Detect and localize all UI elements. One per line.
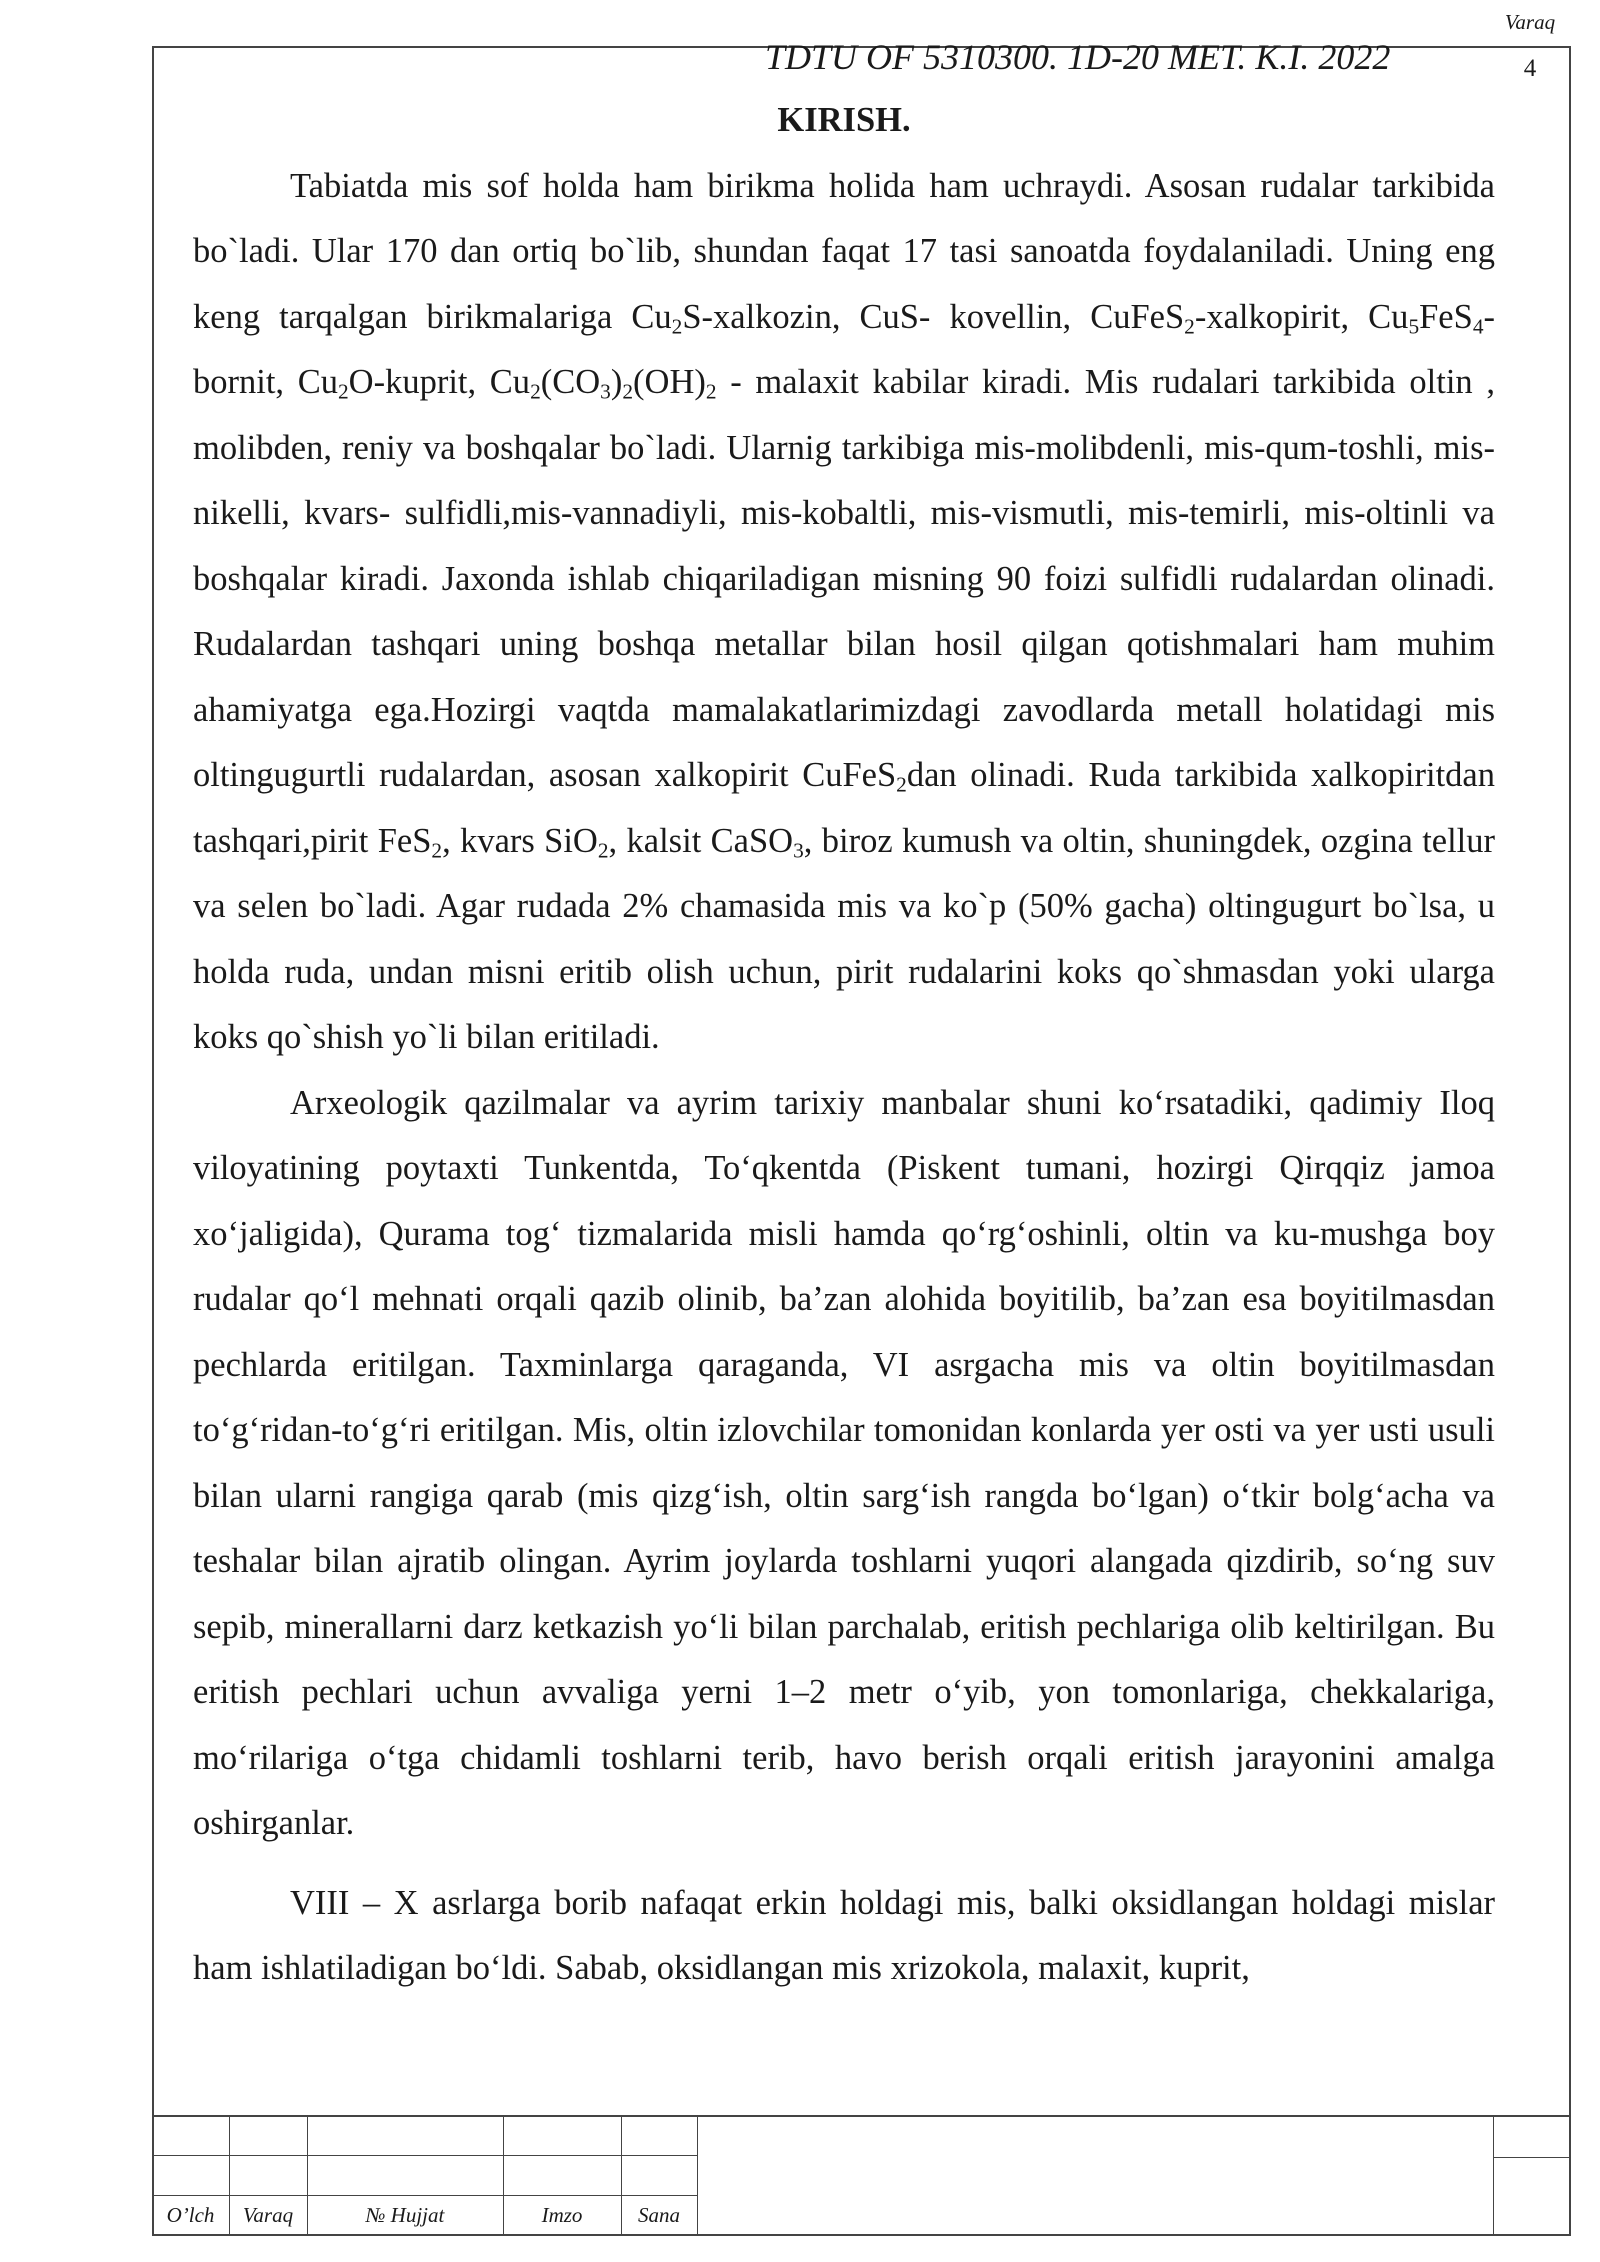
stamp-row-line (152, 2155, 697, 2156)
stamp-label-imzo: Imzo (541, 2203, 583, 2227)
title-block-stamp (152, 2115, 1571, 2236)
paragraph-1: Tabiatda mis sof holda ham birikma holida ham uchraydi. Asosan rudalar tarkibida bo`ladi. Ular 170 dan ortiq bo`lib, shundan faqat 17 tasi sanoatda foydalaniladi. Uning eng keng tarqalgan birikmalariga $Cu_2S$-xalkozin, CuS- kovellin, CuFeS$_2$-xalkopirit, $Cu_5FeS_4$-bornit, $Cu_2O$-kuprit, $Cu_2(CO_3)_2(OH)_2$ - malaxit kabilar kiradi. Mis rudalari tarkibida oltin , molibden, reniy va boshqalar bo`ladi. Ularnig tarkibiga mis-molibdenli, mis-qum-toshli, mis-nikelli, kvars- sulfidli,mis-vannadiyli, mis-kobaltli, mis-vismutli, mis-temirli, mis-oltinli va boshqalar kiradi. Jaxonda ishlab chiqariladigan misning 90 foizi sulfidli rudalardan olinadi. Rudalardan tashqari uning boshqa metallar bilan hosil qilgan qotishmalari ham muhim ahamiyatga ega.Hozirgi vaqtda mamalakatlarimizdagi zavodlarda metall holatidagi mis oltingugurtli rudalardan, asosan xalkopirit CuFeS$_2$dan olinadi. Ruda tarkibida xalkopiritdan tashqari,pirit FeS$_2$, kvars SiO$_2$, kalsit CaSO$_3$, biroz kumush va oltin, shuningdek, ozgina tellur va selen bo`ladi. Agar rudada 2% chamasida mis va ko`p (50% gacha) oltingugurt bo`lsa, u holda ruda, undan misni eritib olish uchun, pirit rudalarini koks qo`shmasdan yoki ularga koks qo`shish yo`li bilan eritiladi. (193, 166, 1496, 1056)
stamp-label-olch: O’lch (166, 2203, 215, 2227)
document-body (193, 88, 1495, 2002)
stamp-label-varaq: Varaq (242, 2203, 294, 2227)
stamp-divider (1493, 2117, 1494, 2236)
stamp-label-hujjat: № Hujjat (365, 2203, 445, 2227)
sheet-label: Varaq (1504, 10, 1556, 34)
stamp-row-line (1493, 2157, 1571, 2158)
stamp-divider (697, 2117, 698, 2236)
sheet-number: 4 (1523, 55, 1537, 82)
stamp-row-line (152, 2195, 697, 2196)
paragraph-2: Arxeologik qazilmalar va ayrim tarixiy manbalar shuni ko‘rsatadiki, qadimiy Iloq viloyatining poytaxti Tunkentda, To‘qkentda (Piskent tumani, hozirgi Qirqqiz jamoa xo‘jaligida), Qurama tog‘ tizmalarida misli hamda qo‘rg‘oshinli, oltin va ku-mushga boy rudalar qo‘l mehnati orqali qazib olinib, ba’zan alohida boyitilib, ba’zan esa boyitilmasdan pechlarda eritilgan. Taxminlarga qaraganda, VI asrgacha mis va oltin boyitilmasdan to‘g‘ridan-to‘g‘ri eritilgan. Mis, oltin izlovchilar tomonidan konlarda yer osti va yer usti usuli bilan ularni rangiga qarab (mis qizg‘ish, oltin sarg‘ish rangda bo‘lgan) o‘tkir bolg‘acha va teshalar bilan ajratib olingan. Ayrim joylarda toshlarni yuqori alangada qizdirib, so‘ng suv sepib, minerallarni darz ketkazish yo‘li bilan parchalab, eritish pechlariga olib keltirilgan. Bu eritish pechlari uchun avvaliga yerni 1–2 metr o‘yib, yon tomonlariga, chekkalariga, mo‘rilariga o‘tga chidamli toshlarni terib, havo berish orqali eritish jarayonini amalga oshirganlar. (193, 1083, 1495, 1842)
stamp-label-sana: Sana (638, 2203, 680, 2227)
document-code: TDTU OF 5310300. 1D-20 MET. K.I. 2022 (765, 37, 1391, 77)
paragraph-3: VIII – X asrlarga borib nafaqat erkin holdagi mis, balki oksidlangan holdagi mislar ham ishlatiladigan bo‘ldi. Sabab, oksidlangan mis xrizokola, malaxit, kuprit, (193, 1883, 1495, 1987)
section-title: KIRISH. (777, 101, 911, 139)
